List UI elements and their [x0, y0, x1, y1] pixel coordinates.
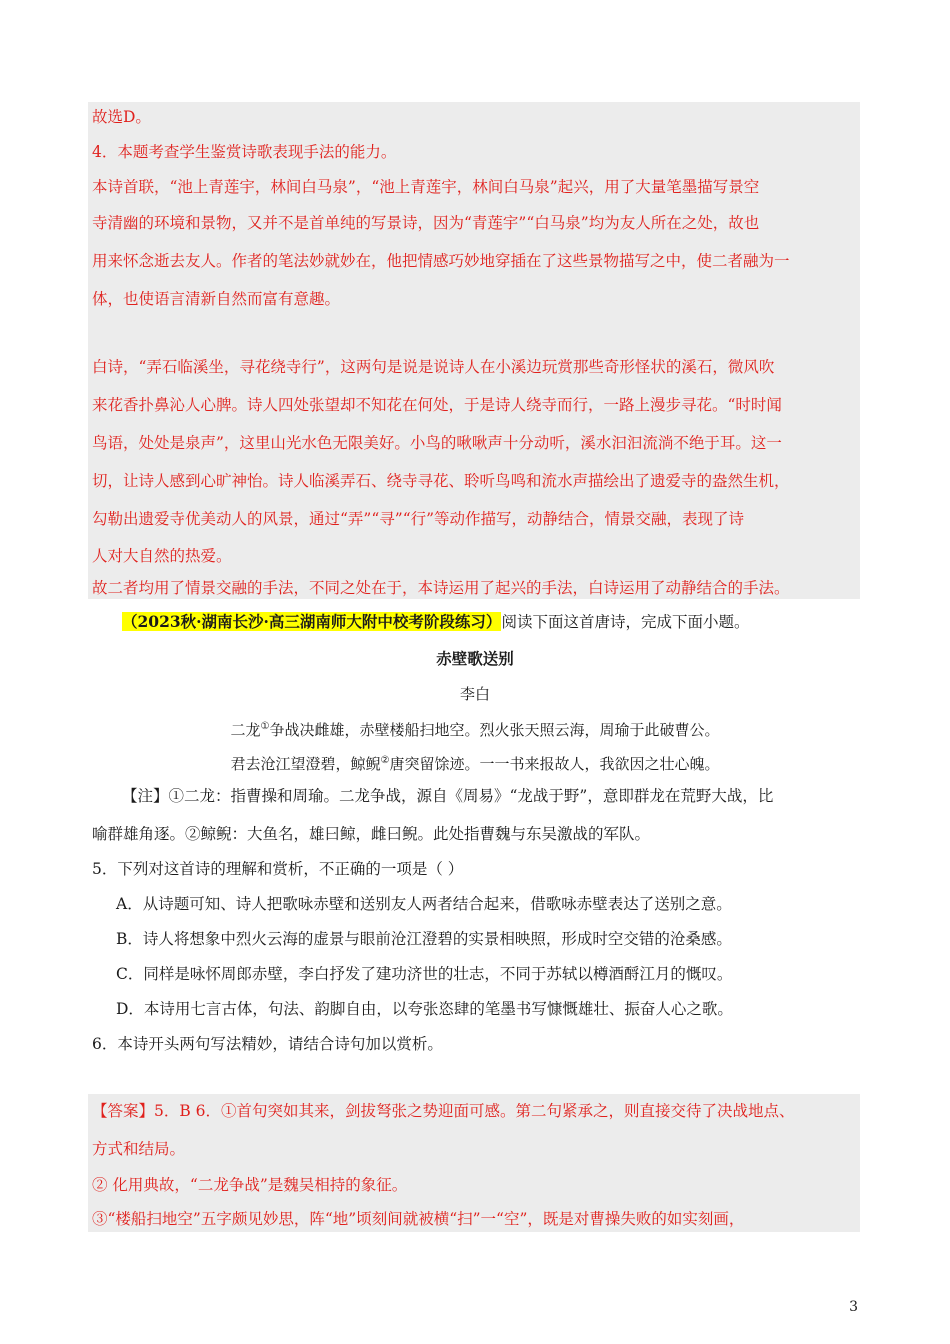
option-b: B．诗人将想象中烈火云海的虚景与眼前沧江澄碧的实景相映照，形成时空交错的沧桑感。 — [116, 930, 732, 948]
answer-line: 白诗，“弄石临溪坐，寻花绕寺行”，这两句是说是说诗人在小溪边玩赏那些奇形怪状的溪石，微风吹 — [92, 358, 775, 376]
answer-line: 【答案】5．B 6．①首句突如其来，剑拔弩张之势迎面可感。第二句紧承之，则直接交待了决战地点、 — [92, 1102, 795, 1120]
question-intro — [122, 612, 749, 632]
poem-text: 唐突留馀迹。一一书来报故人，我欲因之壮心魄。 — [389, 755, 720, 773]
poem-text: 争战决雌雄，赤壁楼船扫地空。烈火张天照云海，周瑜于此破曹公。 — [269, 721, 720, 739]
note-line-2: 喻群雄角逐。②鲸鲵：大鱼名，雄曰鲸，雌曰鲵。此处指曹魏与东吴激战的军队。 — [92, 825, 651, 843]
option-c: C．同样是咏怀周郎赤壁，李白抒发了建功济世的壮志，不同于苏轼以樽酒酹江月的慨叹。 — [116, 965, 733, 983]
poem-text: 二龙 — [230, 721, 261, 739]
option-d: D．本诗用七言古体，句法、韵脚自由，以夸张恣肆的笔墨书写慷慨雄壮、振奋人心之歌。 — [116, 1000, 733, 1018]
answer-line: 本诗首联，“池上青莲宇，林间白马泉”，“池上青莲宇，林间白马泉”起兴，用了大量笔墨描写景空 — [92, 178, 760, 196]
question-source: （2023秋·湖南长沙·高三湖南师大附中校考阶段练习） — [122, 612, 502, 631]
answer-line: 来花香扑鼻沁人心脾。诗人四处张望却不知花在何处，于是诗人绕寺而行，一路上漫步寻花。“时时闻 — [92, 396, 782, 414]
answer-line: 人对大自然的热爱。 — [92, 547, 232, 565]
poem-line-1 — [0, 717, 950, 740]
answer-line: ③“楼船扫地空”五字颇见妙思，阵“地”顷刻间就被横“扫”一“空”，既是对曹操失败的如实刻画， — [92, 1210, 745, 1228]
page-number: 3 — [849, 1299, 858, 1315]
answer-line: 切，让诗人感到心旷神怡。诗人临溪弄石、绕寺寻花、聆听鸟鸣和流水声描绘出了遗爱寺的盎然生机， — [92, 472, 790, 490]
answer-line: 4．本题考查学生鉴赏诗歌表现手法的能力。 — [92, 143, 397, 161]
footnote-marker: ② — [380, 755, 390, 766]
poem-line-2 — [0, 751, 950, 774]
answer-line: 体，也使语言清新自然而富有意趣。 — [92, 290, 341, 308]
question-5-stem: 5．下列对这首诗的理解和赏析，不正确的一项是（ ） — [92, 860, 464, 878]
answer-line: 勾勒出遗爱寺优美动人的风景，通过“弄”“寻”“行”等动作描写，动静结合，情景交融，表现了诗 — [92, 510, 745, 528]
poem-text: 君去沧江望澄碧，鲸鲵 — [230, 755, 381, 773]
answer-line: 寺清幽的环境和景物，又并不是首单纯的写景诗，因为“青莲宇”“白马泉”均为友人所在之处，故也 — [92, 214, 760, 232]
answer-line: 用来怀念逝去友人。作者的笔法妙就妙在，他把情感巧妙地穿插在了这些景物描写之中，使二者融为一 — [92, 252, 790, 270]
poem-title: 赤壁歌送别 — [436, 649, 514, 668]
answer-line: 故二者均用了情景交融的手法，不同之处在于，本诗运用了起兴的手法，白诗运用了动静结合的手法。 — [92, 579, 790, 597]
answer-line: 故选D。 — [92, 108, 151, 126]
option-a: A．从诗题可知、诗人把歌咏赤壁和送别友人两者结合起来，借歌咏赤壁表达了送别之意。 — [116, 895, 732, 913]
answer-line: 方式和结局。 — [92, 1140, 186, 1158]
poem-author: 李白 — [459, 685, 490, 703]
answer-line: ② 化用典故，“二龙争战”是魏吴相持的象征。 — [92, 1176, 408, 1194]
note-line-1: 【注】①二龙：指曹操和周瑜。二龙争战，源自《周易》“龙战于野”，意即群龙在荒野大战，比 — [122, 787, 774, 805]
answer-line: 鸟语，处处是泉声”，这里山光水色无限美好。小鸟的啾啾声十分动听，溪水汩汩流淌不绝于耳。这一 — [92, 434, 782, 452]
footnote-marker: ① — [260, 721, 270, 732]
question-6-stem: 6．本诗开头两句写法精妙，请结合诗句加以赏析。 — [92, 1035, 443, 1053]
question-instruction: 阅读下面这首唐诗，完成下面小题。 — [501, 613, 750, 631]
